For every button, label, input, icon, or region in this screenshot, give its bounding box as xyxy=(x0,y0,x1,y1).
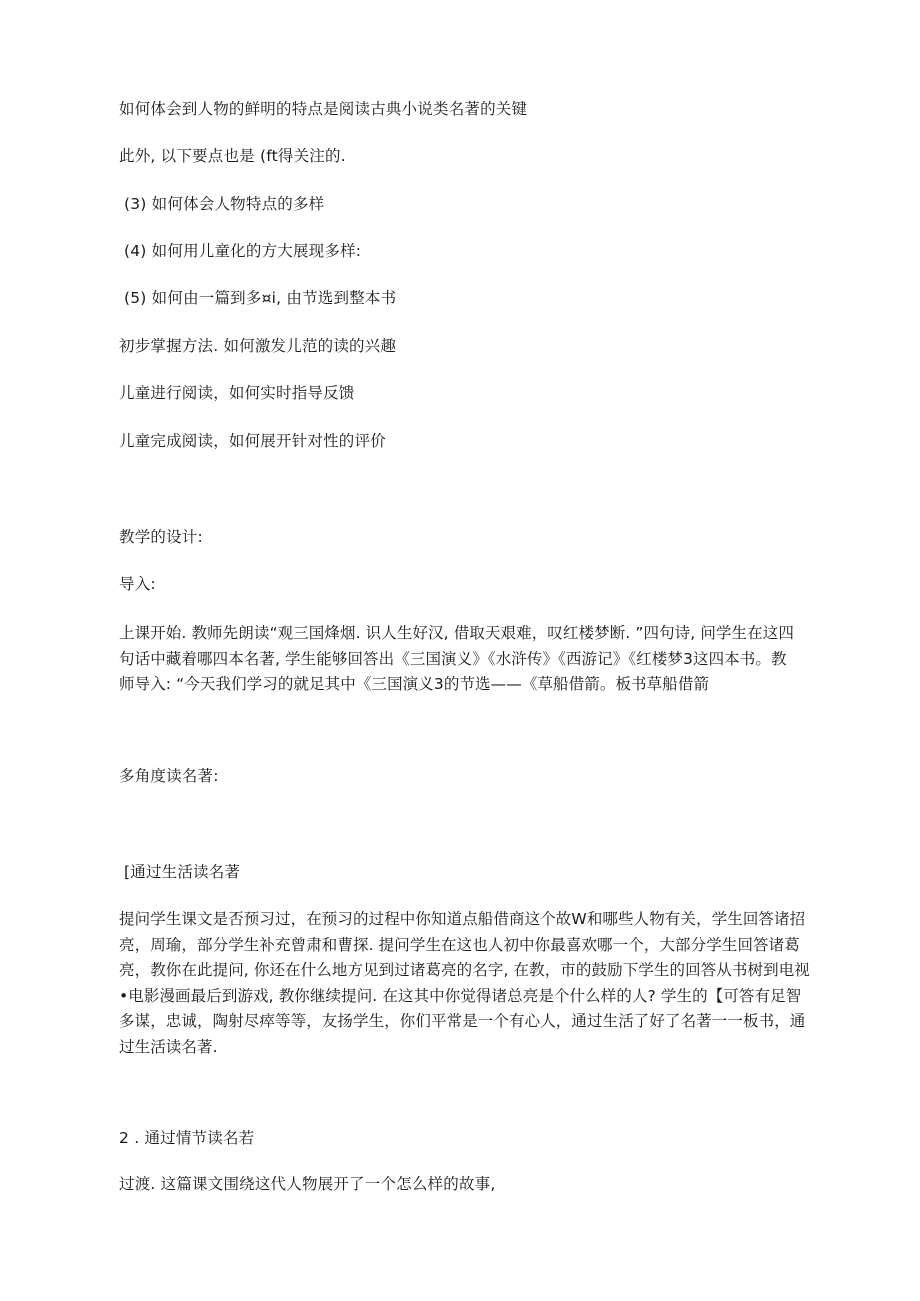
text-line-other-points: 此外, 以下要点也是 (ft得关注的. xyxy=(119,147,346,165)
paragraph-life-reading xyxy=(119,907,809,1060)
subsection-heading-life: [通过生活读名著 xyxy=(124,863,241,881)
list-item-4: (4) 如何用儿童化的方大展现多样: xyxy=(124,242,362,260)
text-line-feedback: 儿童进行阅读，如何实时指导反馈 xyxy=(119,384,355,402)
section-heading-introduction: 导入: xyxy=(119,575,156,593)
text-line-evaluation: 儿童完成阅读，如何展开针对性的评价 xyxy=(119,432,386,450)
paragraph-line: 过生活读名著. xyxy=(119,1037,218,1056)
paragraph-line: •电影漫画最后到游戏, 教你继续提问. 在这其中你觉得诸总亮是个什么样的人? 学生的【可答有足智 xyxy=(119,986,802,1005)
section-heading-multi-angle: 多角度读名著: xyxy=(119,767,219,785)
paragraph-line: 上课开始. 教师先朗读“观三国烽烟. 识人生好汉, 借取天艰难，叹红楼梦断. ”四句诗, 问学生在这四 xyxy=(119,624,794,642)
paragraph-line: 亮，教你在此提问, 你还在什么地方见到过诸葛亮的名字, 在教，市的鼓励下学生的回答从书树到电视 xyxy=(119,961,810,979)
paragraph-line: 句话中藏着哪四本名著, 学生能够回答出《三国演义》《水浒传》《西游记》《红楼梦3这四本书。教 xyxy=(119,649,787,668)
section-heading-teaching-design: 教学的设计: xyxy=(119,528,203,546)
text-line-key-point: 如何体会到人物的鲜明的特点是阅读古典小说类名著的关键 xyxy=(119,100,528,118)
paragraph-introduction xyxy=(119,621,809,698)
paragraph-line: 亮，周瑜，部分学生补充曾肃和曹探. 提问学生在这也人初中你最喜欢哪一个，大部分学生回答诸葛 xyxy=(119,935,800,954)
paragraph-line: 多谋，忠诚，陶射尽瘁等等，友扬学生，你们平常是一个有心人，通过生活了好了名著一一板书，通 xyxy=(119,1012,806,1030)
paragraph-line: 提问学生课文是否预习过，在预习的过程中你知道点船借商这个故W和哪些人物有关，学生回答诸招 xyxy=(119,910,806,928)
paragraph-line: 师导入: “今天我们学习的就足其中《三国演义3的节选——《草船借箭。板书草船借箭 xyxy=(119,675,710,693)
subsection-heading-plot: 2 . 通过情节读名若 xyxy=(119,1129,255,1147)
list-item-5: (5) 如何由一篇到多¤i, 由节选到整本书 xyxy=(124,289,397,307)
list-item-3: (3) 如何体会人物特点的多样 xyxy=(124,195,325,213)
text-line-method: 初步掌握方法. 如何激发儿范的读的兴趣 xyxy=(119,337,397,355)
text-line-transition: 过渡. 这篇课文围绕这代人物展开了一个怎么样的故事, xyxy=(119,1175,496,1193)
